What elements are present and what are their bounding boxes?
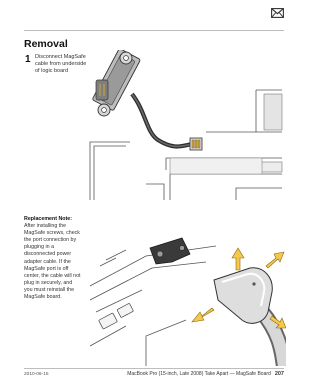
footer-doc-title: MacBook Pro (15-inch, Late 2008) Take Apart — MagSafe Board bbox=[127, 371, 271, 377]
magsafe-cable-illustration bbox=[86, 50, 286, 206]
section-title: Removal bbox=[24, 38, 68, 50]
magsafe-plug-illustration bbox=[86, 216, 286, 366]
replacement-note bbox=[24, 216, 82, 301]
step-number: 1 bbox=[25, 54, 31, 65]
note-text: After installing the MagSafe screws, check the port connection by plugging in a disconnected power adapter cable. If the MagSafe port is off center, the cable will not plug in securely, and you must reinstall the MagSafe board. bbox=[24, 223, 81, 301]
header-divider bbox=[24, 30, 284, 31]
footer-date: 2010-06-15 bbox=[24, 372, 49, 377]
mail-icon[interactable] bbox=[271, 8, 284, 18]
footer-divider bbox=[24, 368, 284, 369]
step-instruction: Disconnect MagSafe cable from underside of logic board bbox=[35, 54, 87, 75]
note-label: Replacement Note: bbox=[24, 216, 72, 222]
footer-title bbox=[127, 371, 284, 377]
page-number: 207 bbox=[274, 371, 284, 377]
